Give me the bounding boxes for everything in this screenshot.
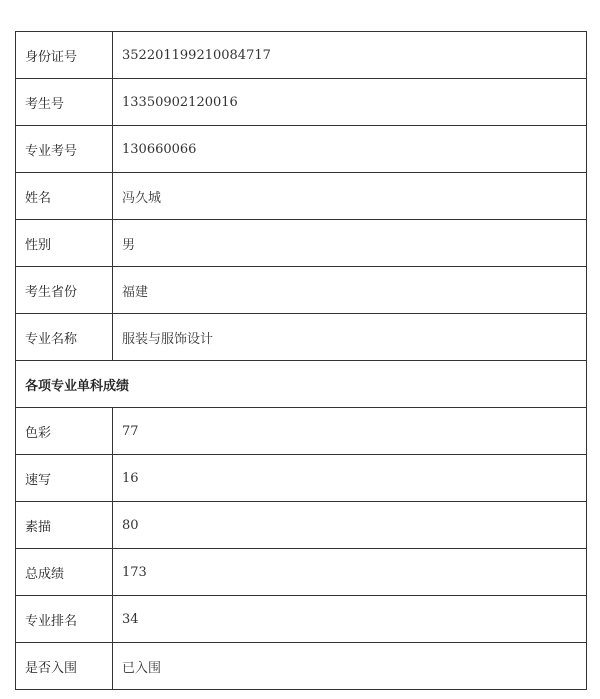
table-row-color-score	[16, 408, 587, 455]
table-row-name	[16, 173, 587, 220]
row-label: 姓名	[16, 173, 113, 220]
row-label: 性别	[16, 220, 113, 267]
section-title: 各项专业单科成绩	[16, 361, 587, 408]
table-row-total-score	[16, 549, 587, 596]
table-row-province	[16, 267, 587, 314]
table-row-major-exam-number	[16, 126, 587, 173]
row-value: 已入围	[113, 643, 587, 690]
table-row-drawing-score	[16, 502, 587, 549]
table-row-section-header	[16, 361, 587, 408]
score-table	[15, 31, 587, 690]
row-value: 352201199210084717	[113, 32, 587, 79]
row-label: 考生省份	[16, 267, 113, 314]
row-value: 16	[113, 455, 587, 502]
row-value: 福建	[113, 267, 587, 314]
row-label: 色彩	[16, 408, 113, 455]
row-label: 总成绩	[16, 549, 113, 596]
table-row-rank	[16, 596, 587, 643]
row-label: 素描	[16, 502, 113, 549]
row-value: 男	[113, 220, 587, 267]
row-label: 考生号	[16, 79, 113, 126]
row-label: 是否入围	[16, 643, 113, 690]
row-value: 80	[113, 502, 587, 549]
row-value: 77	[113, 408, 587, 455]
table-row-major-name	[16, 314, 587, 361]
row-value: 130660066	[113, 126, 587, 173]
table-row-id-number	[16, 32, 587, 79]
table-row-shortlisted	[16, 643, 587, 690]
row-value: 服装与服饰设计	[113, 314, 587, 361]
row-label: 专业名称	[16, 314, 113, 361]
row-value: 173	[113, 549, 587, 596]
row-label: 专业排名	[16, 596, 113, 643]
row-value: 冯久城	[113, 173, 587, 220]
row-label: 速写	[16, 455, 113, 502]
table-row-sketch-score	[16, 455, 587, 502]
row-label: 专业考号	[16, 126, 113, 173]
table-row-candidate-number	[16, 79, 587, 126]
table-row-gender	[16, 220, 587, 267]
row-value: 13350902120016	[113, 79, 587, 126]
row-label: 身份证号	[16, 32, 113, 79]
row-value: 34	[113, 596, 587, 643]
